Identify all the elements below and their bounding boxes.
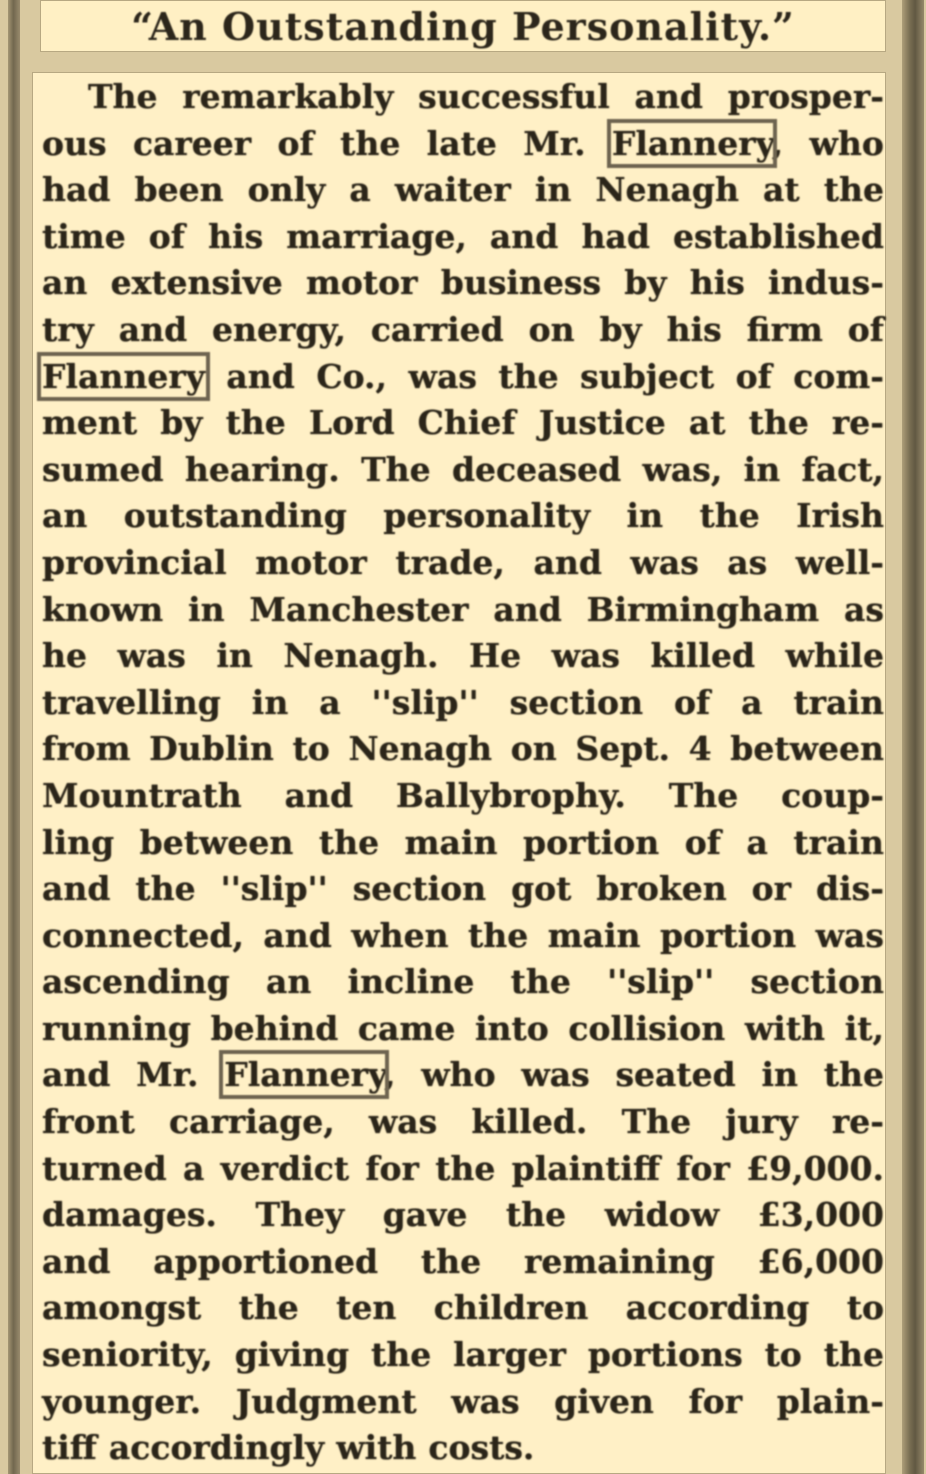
article-word: the xyxy=(318,822,380,862)
article-word: the xyxy=(510,962,571,1002)
article-word: in xyxy=(534,170,572,210)
article-word: had xyxy=(42,170,111,210)
article-line xyxy=(42,726,884,773)
article-word-highlighted: Flannery, xyxy=(611,123,784,163)
article-word: Chief xyxy=(417,403,516,443)
article-body xyxy=(42,74,884,1472)
article-word: gave xyxy=(382,1195,468,1235)
article-word: remarkably xyxy=(182,77,394,116)
article-line xyxy=(42,773,884,820)
article-line xyxy=(42,540,884,587)
article-word: Sept. xyxy=(575,729,670,769)
article-word-highlighted xyxy=(42,354,205,401)
article-word: in xyxy=(626,496,664,536)
article-word: for xyxy=(688,1381,743,1421)
article-word: the xyxy=(225,403,286,443)
article-line xyxy=(42,447,884,494)
article-word: between xyxy=(730,729,884,769)
article-word: waiter xyxy=(394,170,511,210)
article-word: to xyxy=(292,729,330,769)
article-word: Nenagh. xyxy=(283,636,439,676)
article-word: and xyxy=(489,216,559,256)
article-word: accordingly xyxy=(108,1428,325,1468)
article-word: a xyxy=(746,822,768,862)
article-word: was xyxy=(521,1055,590,1095)
article-word: of xyxy=(277,123,314,163)
article-word: 4 xyxy=(688,729,712,769)
article-word: Judgment xyxy=(235,1381,417,1421)
article-word: been xyxy=(134,170,224,210)
article-word: by xyxy=(599,309,642,349)
article-line xyxy=(42,1239,884,1286)
article-word: for xyxy=(365,1148,419,1188)
article-word: the xyxy=(468,915,529,955)
article-word: Irish xyxy=(796,496,884,536)
article-word: as xyxy=(727,542,768,582)
article-word: or xyxy=(751,869,792,909)
article-line xyxy=(42,680,884,727)
article-word: was xyxy=(630,542,699,582)
article-word: widow xyxy=(604,1195,720,1235)
article-word: Manchester xyxy=(249,589,469,629)
article-word: an xyxy=(42,496,88,536)
article-line xyxy=(42,1425,884,1472)
article-line xyxy=(42,493,884,540)
article-word: he xyxy=(42,636,87,676)
search-highlight: Flannery xyxy=(224,1055,384,1095)
article-word: The xyxy=(88,77,158,116)
article-line xyxy=(42,913,884,960)
article-word: carriage, xyxy=(168,1102,335,1142)
right-column-rule xyxy=(902,0,924,1474)
article-word: verdict xyxy=(220,1148,350,1188)
article-word: the xyxy=(371,1335,432,1375)
article-word: seniority, xyxy=(42,1335,213,1375)
article-word: who xyxy=(809,123,884,163)
article-line xyxy=(42,121,884,168)
article-word: was xyxy=(451,1381,520,1421)
article-word: fact, xyxy=(801,449,884,489)
article-word: from xyxy=(42,729,131,769)
article-word: dis- xyxy=(816,869,884,909)
article-word: on xyxy=(528,309,575,349)
article-word: established xyxy=(672,216,884,256)
article-word: and xyxy=(226,356,295,396)
article-word: ling xyxy=(42,822,115,862)
article-word: killed xyxy=(650,636,756,676)
article-word: prosper- xyxy=(727,77,884,116)
article-word: into xyxy=(474,1008,549,1048)
article-word: the xyxy=(823,1055,884,1095)
article-line xyxy=(42,307,884,354)
article-line xyxy=(42,1052,884,1099)
article-word: the xyxy=(748,403,809,443)
article-word: and xyxy=(634,77,703,116)
article-word: of xyxy=(673,682,711,722)
article-word: on xyxy=(510,729,557,769)
article-word: late xyxy=(426,123,497,163)
article-word: portions xyxy=(587,1335,743,1375)
article-word: Mountrath xyxy=(42,775,242,815)
article-word: a xyxy=(741,682,763,722)
article-word: the xyxy=(823,170,884,210)
article-word: in xyxy=(743,449,781,489)
article-word: Nenagh xyxy=(595,170,739,210)
article-line xyxy=(42,1146,884,1193)
article-word: came xyxy=(357,1008,456,1048)
article-word: £6,000 xyxy=(757,1241,884,1281)
article-word: time xyxy=(42,216,126,256)
article-word: and xyxy=(118,309,188,349)
article-word: was xyxy=(117,636,186,676)
article-word: Ballybrophy. xyxy=(395,775,626,815)
article-word: The xyxy=(361,449,431,489)
article-word: in xyxy=(188,589,225,629)
article-word: business xyxy=(440,263,602,303)
search-highlight: Flannery xyxy=(611,123,772,163)
article-word: The xyxy=(621,1102,692,1142)
article-word: provincial xyxy=(42,542,227,582)
article-word: given xyxy=(554,1381,654,1421)
article-word: coup- xyxy=(781,775,884,815)
article-word: travelling xyxy=(42,682,221,722)
article-word: got xyxy=(511,869,572,909)
article-word: ''slip'' xyxy=(220,869,328,909)
article-word: successful xyxy=(418,77,610,116)
article-word: and xyxy=(533,542,602,582)
article-word: was, xyxy=(642,449,723,489)
article-line xyxy=(42,1332,884,1379)
article-word: his xyxy=(666,309,722,349)
article-word: incline xyxy=(347,962,475,1002)
article-word: firm xyxy=(746,309,823,349)
article-word: amongst xyxy=(42,1288,202,1328)
article-word: broken xyxy=(596,869,727,909)
article-line xyxy=(42,260,884,307)
article-word: in xyxy=(251,682,289,722)
article-word: larger xyxy=(453,1335,566,1375)
article-word: £3,000 xyxy=(757,1195,884,1235)
article-word: a xyxy=(349,170,371,210)
article-word: energy, xyxy=(212,309,346,349)
article-word: section xyxy=(352,869,487,909)
article-word: of xyxy=(847,309,884,349)
article-word: plain- xyxy=(776,1381,884,1421)
article-line xyxy=(42,74,884,121)
article-word: and xyxy=(263,915,332,955)
article-word: in xyxy=(216,636,253,676)
article-word: the xyxy=(505,1195,567,1235)
article-word: motor xyxy=(255,542,367,582)
article-word: portion xyxy=(523,822,660,862)
article-word: who xyxy=(421,1055,496,1095)
article-word: and xyxy=(284,775,354,815)
article-word: career xyxy=(132,123,252,163)
article-word: children xyxy=(433,1288,589,1328)
article-word: was xyxy=(815,915,884,955)
article-word: of xyxy=(684,822,721,862)
article-line xyxy=(42,167,884,214)
article-line xyxy=(42,1379,884,1426)
article-word: Nenagh xyxy=(348,729,493,769)
article-word: a xyxy=(319,682,341,722)
article-line xyxy=(42,1192,884,1239)
article-word: connected, xyxy=(42,915,244,955)
article-word: an xyxy=(266,962,312,1002)
article-word: try xyxy=(42,309,94,349)
article-word: They xyxy=(255,1195,345,1235)
article-word: ous xyxy=(42,123,107,163)
headline-panel xyxy=(40,0,886,52)
article-word: section xyxy=(509,682,644,722)
article-line xyxy=(42,1006,884,1053)
article-word: sumed xyxy=(42,449,164,489)
article-word: it, xyxy=(844,1008,884,1048)
article-word: main xyxy=(547,915,641,955)
article-word: while xyxy=(785,636,884,676)
article-word: seated xyxy=(615,1055,736,1095)
article-word: younger. xyxy=(42,1381,202,1421)
article-word: Lord xyxy=(308,403,395,443)
article-word: running xyxy=(42,1008,191,1048)
search-highlight: Flannery xyxy=(42,356,205,396)
article-word: £9,000. xyxy=(746,1148,884,1188)
article-word: to xyxy=(846,1288,884,1328)
article-word: known xyxy=(42,589,164,629)
article-word: Birmingham xyxy=(586,589,820,629)
article-word: only xyxy=(247,170,326,210)
article-word: of xyxy=(148,216,185,256)
article-word: to xyxy=(764,1335,802,1375)
article-word: and xyxy=(493,589,562,629)
article-word: the xyxy=(420,1241,482,1281)
article-word: outstanding xyxy=(123,496,347,536)
article-word: in xyxy=(761,1055,798,1095)
article-line xyxy=(42,400,884,447)
article-word: jury xyxy=(725,1102,798,1142)
article-line xyxy=(42,587,884,634)
article-line xyxy=(42,866,884,913)
article-word: at xyxy=(763,170,800,210)
article-word: at xyxy=(688,403,726,443)
article-word: by xyxy=(160,403,203,443)
article-word: between xyxy=(139,822,294,862)
article-word: the xyxy=(435,1148,496,1188)
article-word: and xyxy=(42,1055,111,1095)
article-word: ment xyxy=(42,403,138,443)
article-word: plaintiff xyxy=(511,1148,661,1188)
article-word: turned xyxy=(42,1148,167,1188)
article-word: with xyxy=(336,1428,417,1468)
article-word: ten xyxy=(336,1288,397,1328)
article-word: according xyxy=(625,1288,810,1328)
article-word: motor xyxy=(305,263,418,303)
article-word: damages. xyxy=(42,1195,217,1235)
article-word: personality xyxy=(383,496,591,536)
article-word: portion xyxy=(659,915,797,955)
article-word: extensive xyxy=(110,263,283,303)
article-line xyxy=(42,1285,884,1332)
article-word: costs. xyxy=(428,1428,535,1468)
article-word: carried xyxy=(370,309,504,349)
article-word: the xyxy=(238,1288,299,1328)
headline: “An Outstanding Personality.” xyxy=(131,4,795,49)
left-column-rule xyxy=(8,0,20,1474)
article-word: marriage, xyxy=(286,216,467,256)
article-word: and xyxy=(42,1241,111,1281)
article-word: ''slip'' xyxy=(371,682,479,722)
article-word: The xyxy=(668,775,739,815)
article-word: by xyxy=(624,263,667,303)
article-line xyxy=(42,820,884,867)
article-word: subject xyxy=(580,356,715,396)
article-line xyxy=(42,214,884,261)
article-word: and xyxy=(42,869,111,909)
article-word: train xyxy=(793,822,884,862)
article-word: giving xyxy=(234,1335,350,1375)
article-word: well- xyxy=(795,542,884,582)
article-word: tiff xyxy=(42,1428,97,1468)
article-word: com- xyxy=(793,356,884,396)
article-word: an xyxy=(42,263,88,303)
article-word: Co., xyxy=(316,356,388,396)
article-word: ascending xyxy=(42,962,230,1002)
article-word: collision xyxy=(568,1008,726,1048)
article-word: Mr. xyxy=(136,1055,199,1095)
article-word: Dublin xyxy=(149,729,274,769)
article-word: He xyxy=(468,636,522,676)
article-word: remaining xyxy=(524,1241,715,1281)
article-line xyxy=(42,633,884,680)
article-word: was xyxy=(368,1102,438,1142)
article-word: train xyxy=(793,682,884,722)
article-word: re- xyxy=(831,1102,884,1142)
article-word: his xyxy=(689,263,745,303)
article-word: the xyxy=(340,123,401,163)
article-word: Justice xyxy=(538,403,666,443)
article-word: was xyxy=(551,636,620,676)
article-word-highlighted: Flannery, xyxy=(224,1055,396,1095)
article-word: behind xyxy=(210,1008,339,1048)
article-word: apportioned xyxy=(153,1241,379,1281)
article-word: for xyxy=(676,1148,730,1188)
article-word: had xyxy=(581,216,650,256)
article-word: with xyxy=(744,1008,826,1048)
article-word: section xyxy=(750,962,884,1002)
article-word: when xyxy=(351,915,449,955)
article-word: as xyxy=(844,589,884,629)
article-line xyxy=(42,354,884,401)
article-line xyxy=(42,959,884,1006)
article-word: re- xyxy=(831,403,884,443)
article-word: indus- xyxy=(768,263,884,303)
article-word: a xyxy=(182,1148,205,1188)
article-word: the xyxy=(135,869,196,909)
article-word: was xyxy=(408,356,477,396)
article-word: of xyxy=(735,356,772,396)
article-word: the xyxy=(823,1335,884,1375)
article-word: deceased xyxy=(451,449,622,489)
article-word: Mr. xyxy=(523,123,586,163)
article-word: his xyxy=(208,216,264,256)
article-word: trade, xyxy=(395,542,505,582)
article-word: front xyxy=(42,1102,135,1142)
article-word: the xyxy=(699,496,760,536)
article-line xyxy=(42,1099,884,1146)
article-word: main xyxy=(404,822,498,862)
article-word: the xyxy=(498,356,559,396)
article-word: hearing. xyxy=(184,449,340,489)
article-word: killed. xyxy=(471,1102,588,1142)
article-word: ''slip'' xyxy=(607,962,715,1002)
